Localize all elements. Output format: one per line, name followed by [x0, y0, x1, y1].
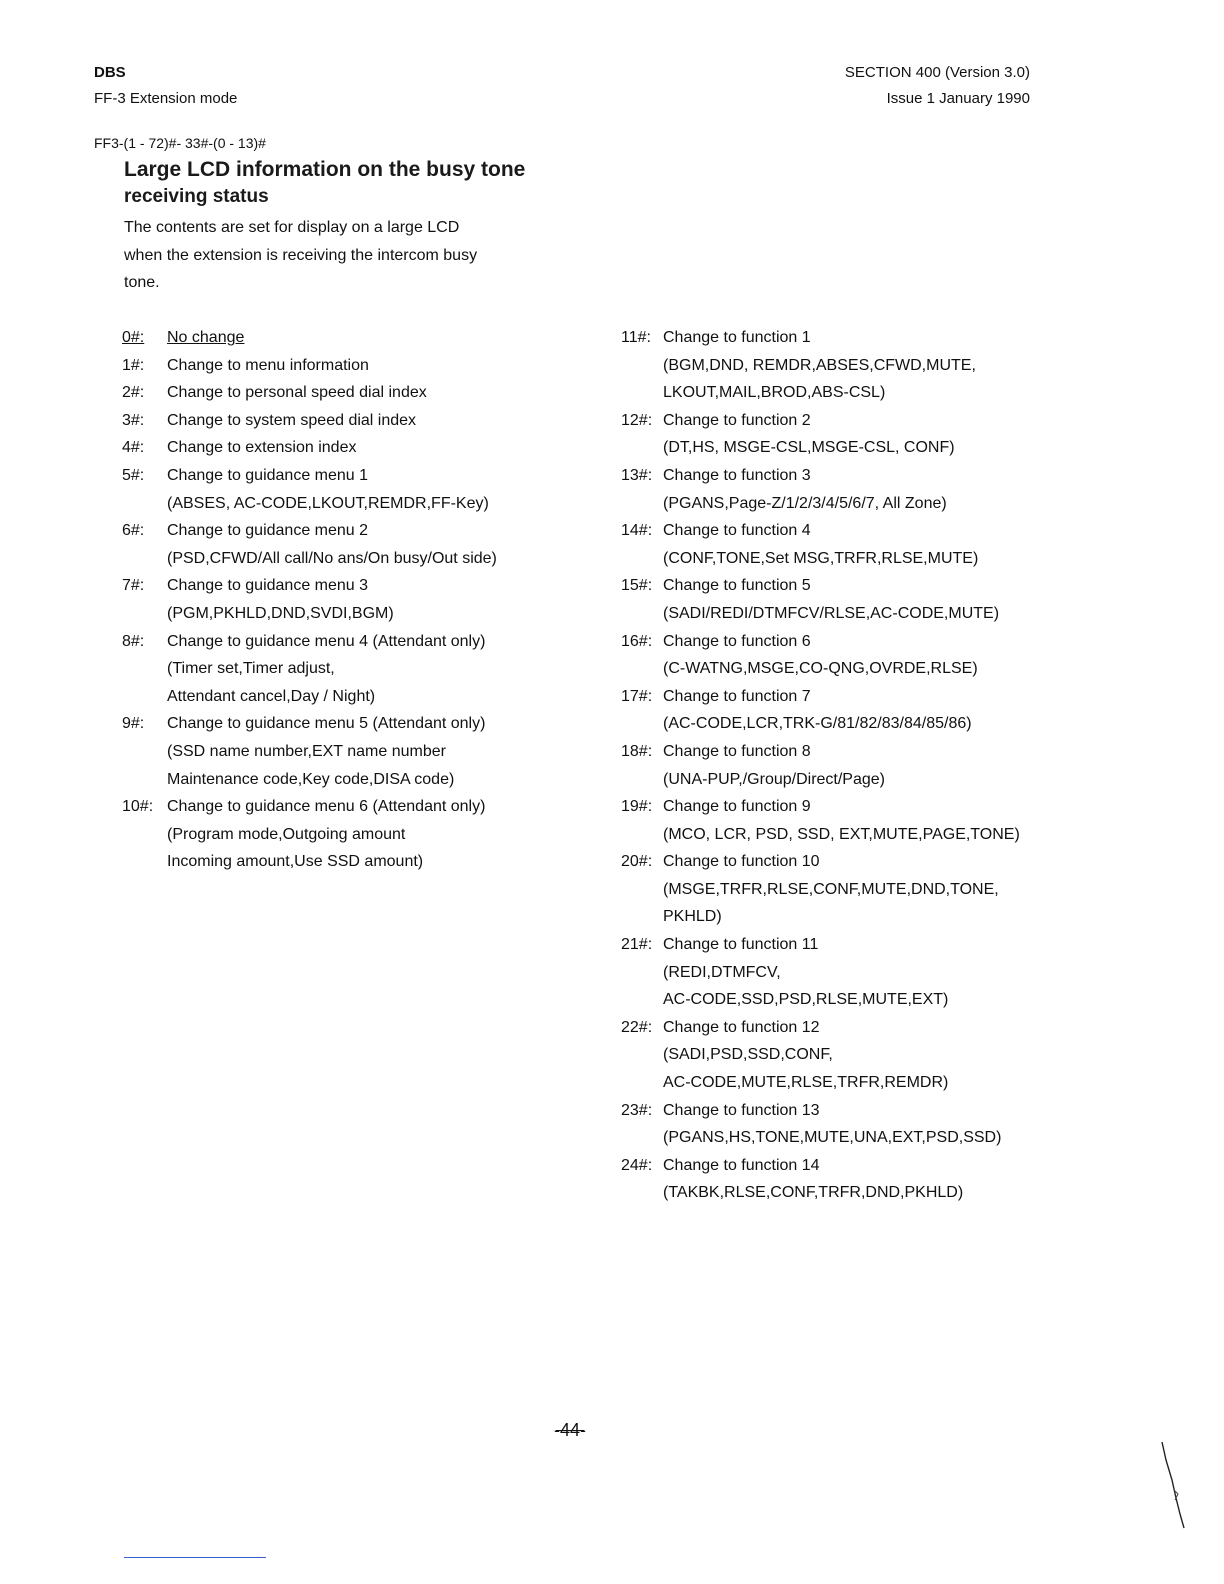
- option-text: [167, 628, 592, 711]
- option-text: [663, 1097, 1081, 1152]
- option-line: Change to function 8: [663, 742, 811, 760]
- option-item: [122, 407, 592, 435]
- option-line: (SADI,PSD,SSD,CONF,: [663, 1046, 833, 1064]
- option-text: [663, 931, 1081, 1014]
- option-text: [167, 407, 592, 435]
- option-item: [122, 572, 592, 627]
- option-line: PKHLD): [663, 908, 722, 926]
- page-number-text: -44-: [553, 1420, 586, 1440]
- option-text: [167, 379, 592, 407]
- option-line: (MSGE,TRFR,RLSE,CONF,MUTE,DND,TONE,: [663, 880, 999, 898]
- option-key: 5#:: [122, 466, 145, 484]
- option-line: Maintenance code,Key code,DISA code): [167, 770, 455, 788]
- option-key: 15#:: [621, 577, 653, 595]
- option-text: [663, 1014, 1081, 1097]
- option-line: Change to function 11: [663, 936, 819, 954]
- issue-date: Issue 1 January 1990: [886, 90, 1030, 107]
- option-line: Change to guidance menu 4 (Attendant only): [167, 632, 486, 650]
- option-text: [167, 710, 592, 793]
- footer-rule: [124, 1557, 266, 1558]
- option-line: (UNA-PUP,/Group/Direct/Page): [663, 770, 885, 788]
- option-line: Change to function 2: [663, 411, 811, 429]
- option-line: (MCO, LCR, PSD, SSD, EXT,MUTE,PAGE,TONE): [663, 825, 1020, 843]
- option-text: [663, 407, 1081, 462]
- option-line: Change to function 14: [663, 1156, 820, 1174]
- option-key: 12#:: [621, 411, 653, 429]
- option-key: 3#:: [122, 411, 145, 429]
- option-key: 18#:: [621, 742, 653, 760]
- option-key: 2#:: [122, 384, 145, 402]
- option-item: [621, 628, 1081, 683]
- option-item: [621, 683, 1081, 738]
- option-line: Change to function 7: [663, 687, 811, 705]
- option-line: Change to function 6: [663, 632, 811, 650]
- option-line: No change: [167, 329, 245, 346]
- option-line: Change to function 13: [663, 1101, 820, 1119]
- right-option-list: [621, 324, 1081, 1207]
- option-key: 13#:: [621, 466, 653, 484]
- option-line: (SADI/REDI/DTMFCV/RLSE,AC-CODE,MUTE): [663, 604, 1000, 622]
- option-text: [663, 1152, 1081, 1207]
- option-text: [663, 793, 1081, 848]
- option-line: Change to guidance menu 2: [167, 522, 369, 540]
- option-text: [167, 462, 592, 517]
- option-key: 10#:: [122, 798, 154, 816]
- option-text: [663, 324, 1081, 407]
- option-line: Change to guidance menu 3: [167, 577, 369, 595]
- option-key: 7#:: [122, 577, 145, 595]
- option-line: Change to function 12: [663, 1018, 820, 1036]
- option-item: [621, 572, 1081, 627]
- title-line-1: Large LCD information on the busy tone: [124, 158, 526, 181]
- option-item: [122, 352, 592, 380]
- option-text: [167, 793, 592, 876]
- option-item: [621, 1152, 1081, 1207]
- option-text: [167, 352, 592, 380]
- option-line: (SSD name number,EXT name number: [167, 742, 446, 760]
- option-line: (PGANS,Page-Z/1/2/3/4/5/6/7, All Zone): [663, 494, 947, 512]
- option-key: 17#:: [621, 687, 653, 705]
- option-text: [663, 738, 1081, 793]
- option-line: (REDI,DTMFCV,: [663, 963, 781, 981]
- option-line: (PGANS,HS,TONE,MUTE,UNA,EXT,PSD,SSD): [663, 1129, 1002, 1147]
- option-item: [621, 738, 1081, 793]
- option-line: Change to function 9: [663, 798, 811, 816]
- option-line: AC-CODE,SSD,PSD,RLSE,MUTE,EXT): [663, 991, 949, 1009]
- option-line: Change to personal speed dial index: [167, 384, 427, 402]
- option-line: Change to extension index: [167, 439, 357, 457]
- option-line: (TAKBK,RLSE,CONF,TRFR,DND,PKHLD): [663, 1184, 964, 1202]
- option-key: 9#:: [122, 715, 145, 733]
- option-text: [663, 848, 1081, 931]
- left-option-list: [122, 324, 592, 876]
- option-text: [167, 434, 592, 462]
- description: [124, 214, 564, 297]
- option-key: 6#:: [122, 522, 145, 540]
- option-key: 14#:: [621, 522, 653, 540]
- section-title: [124, 156, 594, 210]
- option-line: Change to system speed dial index: [167, 411, 417, 429]
- description-line: when the extension is receiving the intercom busy: [124, 246, 478, 264]
- option-key: 22#:: [621, 1018, 653, 1036]
- option-key: 4#:: [122, 439, 145, 457]
- option-item: [122, 324, 592, 352]
- option-key: 23#:: [621, 1101, 653, 1119]
- option-line: (PGM,PKHLD,DND,SVDI,BGM): [167, 604, 394, 622]
- option-line: (Timer set,Timer adjust,: [167, 660, 335, 678]
- option-key: 19#:: [621, 798, 653, 816]
- option-line: (CONF,TONE,Set MSG,TRFR,RLSE,MUTE): [663, 549, 979, 567]
- option-item: [621, 462, 1081, 517]
- option-line: Incoming amount,Use SSD amount): [167, 853, 424, 871]
- header-left: [94, 60, 237, 112]
- mode-name: FF-3 Extension mode: [94, 90, 238, 107]
- option-line: (AC-CODE,LCR,TRK-G/81/82/83/84/85/86): [663, 715, 972, 733]
- option-line: Change to function 4: [663, 522, 811, 540]
- function-code: FF3-(1 - 72)#- 33#-(0 - 13)#: [94, 135, 266, 151]
- option-line: Change to function 5: [663, 577, 811, 595]
- option-item: [122, 434, 592, 462]
- option-line: Change to function 1: [663, 329, 811, 346]
- option-item: [122, 793, 592, 876]
- option-key: 24#:: [621, 1156, 653, 1174]
- option-item: [122, 517, 592, 572]
- option-key: 20#:: [621, 853, 653, 871]
- option-item: [122, 710, 592, 793]
- option-item: [621, 1097, 1081, 1152]
- option-line: (BGM,DND, REMDR,ABSES,CFWD,MUTE,: [663, 356, 976, 374]
- option-line: (PSD,CFWD/All call/No ans/On busy/Out side): [167, 549, 497, 567]
- option-item: [621, 407, 1081, 462]
- option-item: [122, 628, 592, 711]
- option-item: [621, 793, 1081, 848]
- option-line: LKOUT,MAIL,BROD,ABS-CSL): [663, 384, 886, 402]
- option-line: Attendant cancel,Day / Night): [167, 687, 376, 705]
- scan-mark: [1150, 1440, 1190, 1530]
- option-item: [621, 848, 1081, 931]
- option-text: [663, 683, 1081, 738]
- option-line: Change to guidance menu 1: [167, 466, 369, 484]
- description-line: The contents are set for display on a large LCD: [124, 219, 460, 236]
- header-right: [845, 60, 1030, 112]
- option-text: [167, 517, 592, 572]
- title-line-2: receiving status: [124, 186, 269, 207]
- product-name: DBS: [94, 64, 126, 81]
- option-line: Change to guidance menu 6 (Attendant only): [167, 798, 486, 816]
- option-key: 21#:: [621, 936, 653, 954]
- option-line: (ABSES, AC-CODE,LKOUT,REMDR,FF-Key): [167, 494, 489, 512]
- option-text: [663, 572, 1081, 627]
- option-text: [167, 572, 592, 627]
- option-line: (Program mode,Outgoing amount: [167, 825, 406, 843]
- page-number: [0, 1420, 1140, 1441]
- option-key: 11#:: [621, 329, 651, 346]
- option-item: [122, 379, 592, 407]
- option-text: [167, 324, 592, 352]
- option-line: Change to function 3: [663, 466, 811, 484]
- option-item: [621, 1014, 1081, 1097]
- option-line: Change to function 10: [663, 853, 820, 871]
- option-line: Change to menu information: [167, 356, 369, 374]
- option-key: 0#:: [122, 329, 145, 346]
- option-key: 8#:: [122, 632, 145, 650]
- option-item: [621, 931, 1081, 1014]
- option-text: [663, 462, 1081, 517]
- option-item: [122, 462, 592, 517]
- option-line: AC-CODE,MUTE,RLSE,TRFR,REMDR): [663, 1074, 949, 1092]
- option-line: Change to guidance menu 5 (Attendant only): [167, 715, 486, 733]
- option-key: 16#:: [621, 632, 653, 650]
- option-text: [663, 628, 1081, 683]
- option-text: [663, 517, 1081, 572]
- option-key: 1#:: [122, 356, 145, 374]
- section-version: SECTION 400 (Version 3.0): [844, 64, 1030, 81]
- option-line: (DT,HS, MSGE-CSL,MSGE-CSL, CONF): [663, 439, 955, 457]
- option-item: [621, 517, 1081, 572]
- description-line: tone.: [124, 274, 160, 291]
- option-item: [621, 324, 1081, 407]
- option-line: (C-WATNG,MSGE,CO-QNG,OVRDE,RLSE): [663, 660, 978, 678]
